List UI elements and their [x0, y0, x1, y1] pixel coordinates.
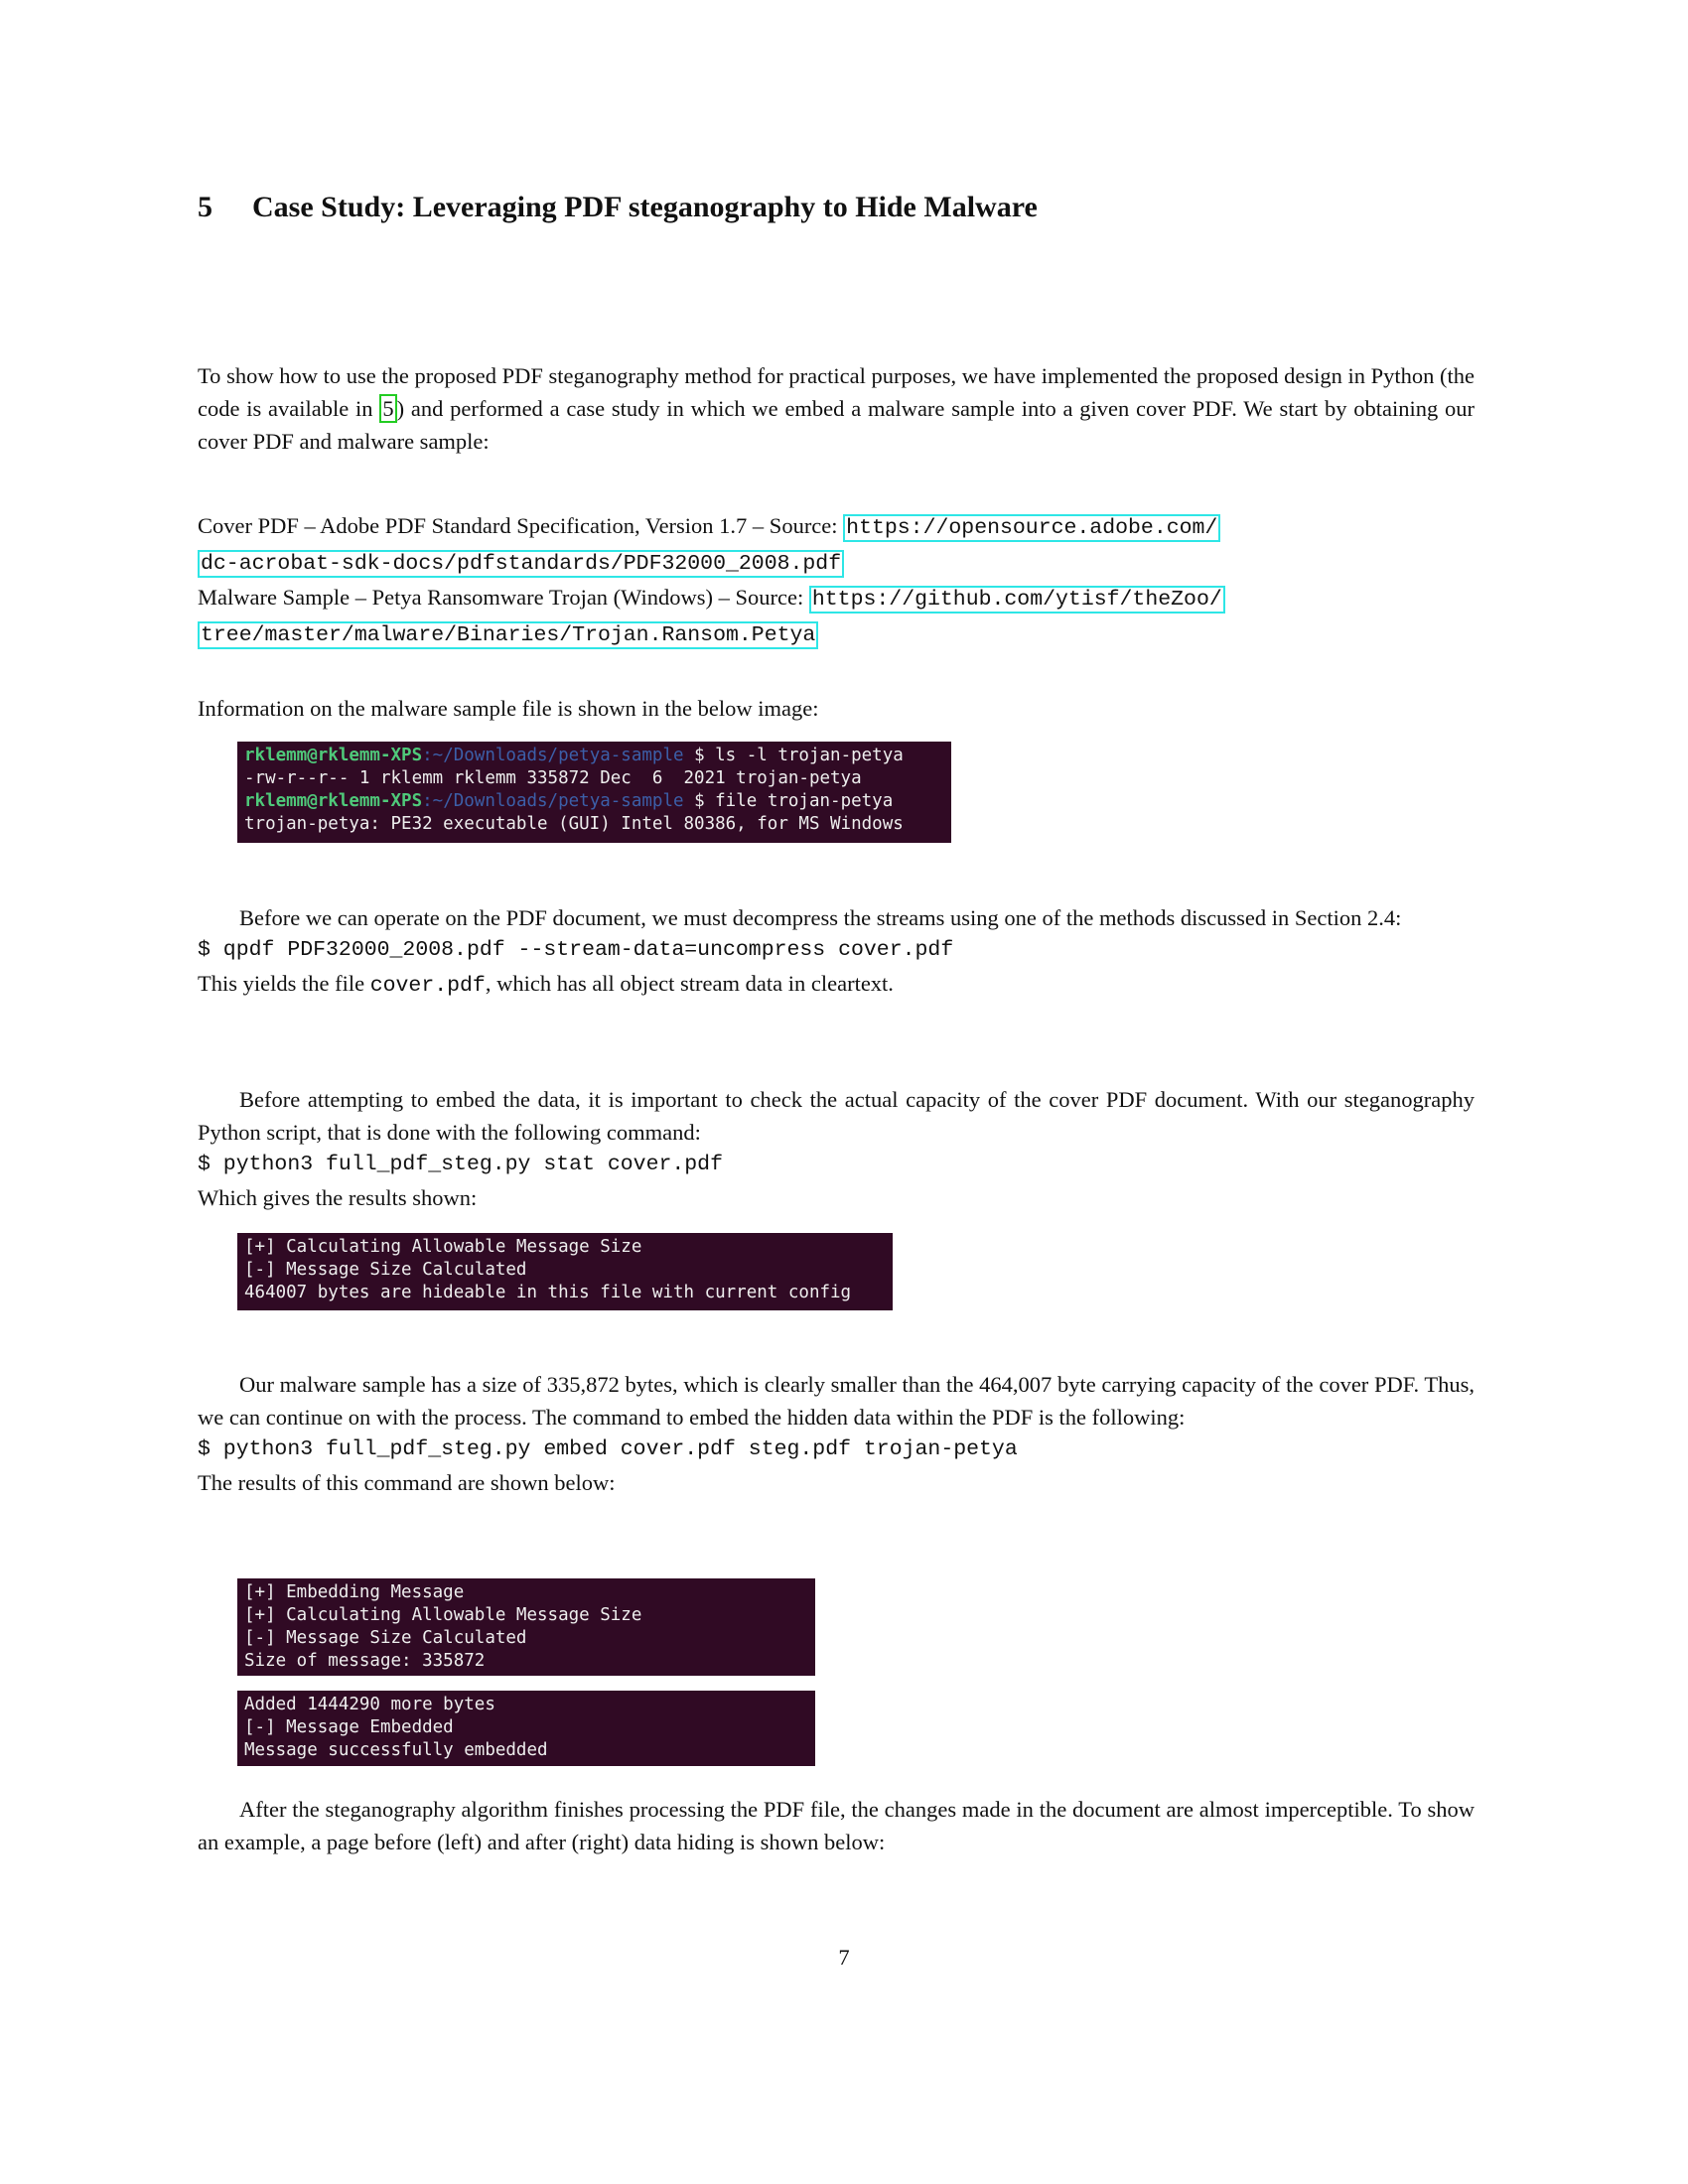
- text: , which has all object stream data in cleartext.: [485, 971, 894, 996]
- result-paragraph: After the steganography algorithm finishes processing the PDF file, the changes made in the document are almost imperceptible. To show an example, a page before (left) and after (right) data hiding is shown below:: [198, 1797, 1475, 1854]
- text: Before attempting to embed the data, it is important to check the actual capacity of the cover PDF document. With our steganography Python script, that is done with the following command:: [198, 1087, 1475, 1145]
- command: $ qpdf PDF32000_2008.pdf --stream-data=uncompress cover.pdf: [198, 938, 954, 962]
- output: [+] Embedding Message: [244, 1582, 465, 1602]
- prompt-path: :~/Downloads/petya-sample: [422, 746, 684, 765]
- text: To show how to use the proposed PDF steganography method for practical purposes, we have implemented the proposed design in Python (the code is available in: [198, 363, 1475, 421]
- embed-paragraph: [198, 1368, 1475, 1499]
- decompress-paragraph: [198, 901, 1475, 1003]
- text: ) and performed a case study in which we embed a malware sample into a given cover PDF. We start by obtaining our cover PDF and malware sample:: [198, 396, 1475, 454]
- terminal-screenshot-stat: [237, 1233, 893, 1310]
- text: This yields the file: [198, 971, 370, 996]
- output: trojan-petya: PE32 executable (GUI) Intel 80386, for MS Windows: [244, 814, 904, 834]
- terminal-screenshot-file-info: [237, 742, 951, 843]
- output: [-] Message Size Calculated: [244, 1260, 527, 1280]
- output: Added 1444290 more bytes: [244, 1695, 495, 1714]
- malware-label: Malware Sample – Petya Ransomware Trojan (Windows) – Source:: [198, 585, 809, 610]
- citation-link[interactable]: 5: [379, 394, 396, 423]
- output: Message successfully embedded: [244, 1740, 548, 1760]
- output: [+] Calculating Allowable Message Size: [244, 1605, 642, 1625]
- section-heading: [198, 191, 1038, 223]
- command: $ python3 full_pdf_steg.py embed cover.pdf steg.pdf trojan-petya: [198, 1437, 1018, 1461]
- section-number: 5: [198, 191, 212, 223]
- text: Our malware sample has a size of 335,872 bytes, which is clearly smaller than the 464,007 byte carrying capacity of the cover PDF. Thus, we can continue on with the process. The command to embed the hidden data within the PDF is the following:: [198, 1372, 1475, 1430]
- cover-url-link[interactable]: https://opensource.adobe.com/: [843, 514, 1220, 542]
- page-number: 7: [838, 1945, 850, 1970]
- text: The results of this command are shown below:: [198, 1470, 616, 1495]
- prompt-path: :~/Downloads/petya-sample: [422, 791, 684, 811]
- terminal-screenshot-embed: [237, 1578, 815, 1676]
- command: $ ls -l trojan-petya: [683, 746, 904, 765]
- info-paragraph: Information on the malware sample file is shown in the below image:: [198, 696, 819, 721]
- intro-paragraph: [198, 359, 1475, 458]
- terminal-screenshot-embedded: [237, 1691, 815, 1766]
- command: $ python3 full_pdf_steg.py stat cover.pdf: [198, 1153, 723, 1176]
- output: -rw-r--r-- 1 rklemm rklemm 335872 Dec 6 2021 trojan-petya: [244, 768, 862, 788]
- section-title: Case Study: Leveraging PDF steganography to Hide Malware: [252, 191, 1038, 223]
- capacity-paragraph: [198, 1083, 1475, 1214]
- output: [+] Calculating Allowable Message Size: [244, 1237, 642, 1257]
- output: [-] Message Size Calculated: [244, 1628, 527, 1648]
- malware-url-link-cont[interactable]: tree/master/malware/Binaries/Trojan.Ransom.Petya: [198, 621, 818, 649]
- command: $ file trojan-petya: [683, 791, 894, 811]
- cover-label: Cover PDF – Adobe PDF Standard Specification, Version 1.7 – Source:: [198, 513, 844, 538]
- output: Size of message: 335872: [244, 1651, 486, 1671]
- filename: cover.pdf: [369, 974, 486, 998]
- output: 464007 bytes are hideable in this file with current config: [244, 1283, 852, 1302]
- prompt-user: rklemm@rklemm-XPS: [244, 791, 423, 811]
- cover-url-link-cont[interactable]: dc-acrobat-sdk-docs/pdfstandards/PDF32000_2008.pdf: [198, 550, 844, 578]
- output: [-] Message Embedded: [244, 1717, 454, 1737]
- prompt-user: rklemm@rklemm-XPS: [244, 746, 423, 765]
- sources: [198, 509, 1475, 652]
- malware-url-link[interactable]: https://github.com/ytisf/theZoo/: [809, 586, 1225, 614]
- text: Which gives the results shown:: [198, 1185, 478, 1210]
- text: Before we can operate on the PDF document, we must decompress the streams using one of the methods discussed in Section 2.4:: [239, 905, 1402, 930]
